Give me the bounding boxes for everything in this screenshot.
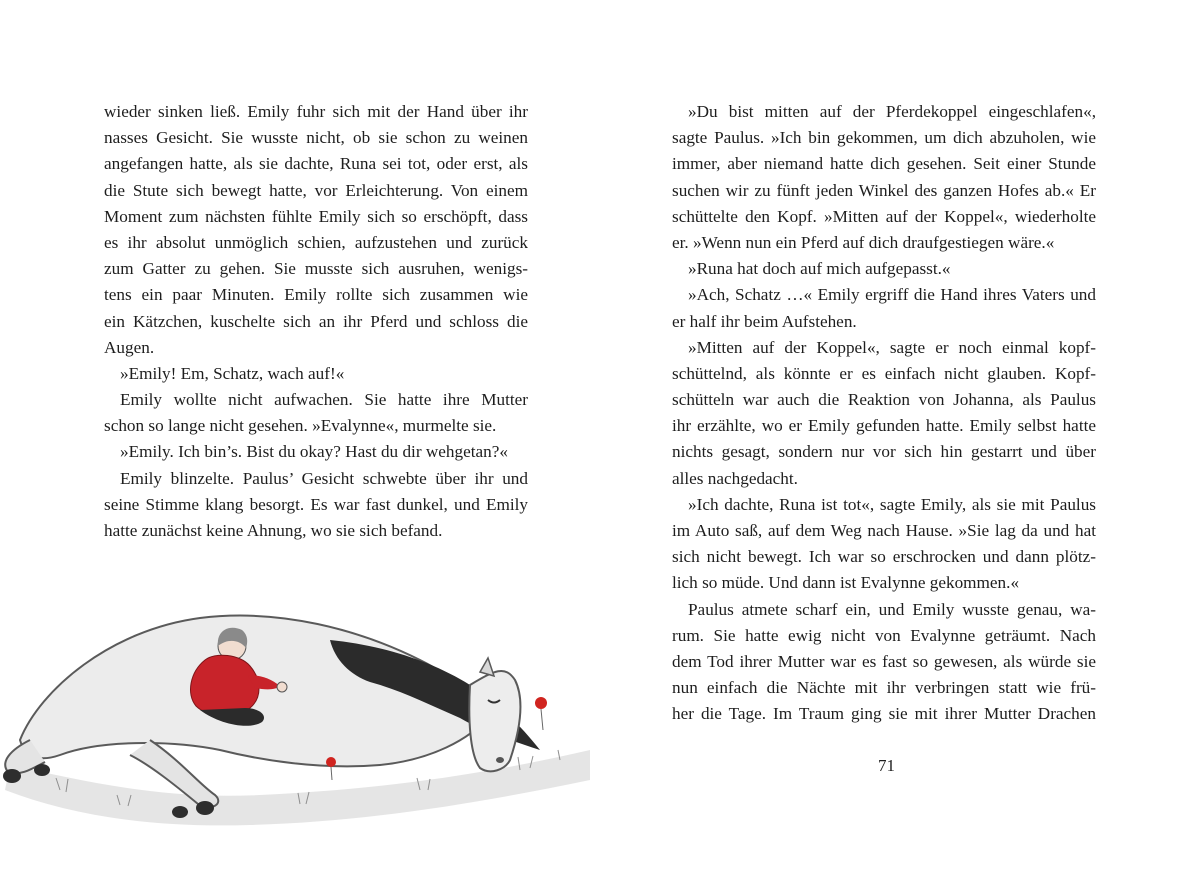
horse-hoof-2 bbox=[34, 764, 50, 776]
text-line: »Ach, Schatz …« Emily ergriff die Hand ihres Vaters und bbox=[688, 285, 1096, 305]
text-line: nasses Gesicht. Sie wusste nicht, ob sie schon zu weinen bbox=[104, 128, 528, 148]
text-line: schütteln war auch die Reaktion von Johanna, als Paulus bbox=[672, 390, 1096, 410]
text-line: schüttelnd, als könnte er es einfach nicht glauben. Kopf- bbox=[672, 363, 1096, 383]
text-line: Paulus atmete scharf ein, und Emily wusste genau, wa- bbox=[688, 599, 1096, 619]
text-line: her die Tage. Im Traum ging sie mit ihrer Mutter Drachen bbox=[672, 704, 1096, 724]
horse-ear bbox=[480, 658, 494, 676]
text-line: Emily wollte nicht aufwachen. Sie hatte ihre Mutter bbox=[120, 390, 528, 410]
text-line: Emily blinzelte. Paulus’ Gesicht schwebte über ihr und bbox=[120, 468, 528, 488]
horse-hoof-1 bbox=[3, 769, 21, 783]
text-line: »Emily. Ich bin’s. Bist du okay? Hast du dir wehgetan?« bbox=[120, 442, 508, 462]
text-line: rum. Sie hatte ewig nicht von Evalynne geträumt. Nach bbox=[672, 625, 1096, 645]
left-page-text bbox=[104, 99, 528, 544]
text-line: tens ein paar Minuten. Emily rollte sich zusammen wie bbox=[104, 285, 528, 305]
text-line: er. »Wenn nun ein Pferd auf dich draufgestiegen wäre.« bbox=[672, 232, 1055, 252]
text-line: Augen. bbox=[104, 337, 155, 357]
text-line: »Ich dachte, Runa ist tot«, sagte Emily, als sie mit Paulus bbox=[688, 494, 1096, 514]
horse-hoof-4 bbox=[172, 806, 188, 818]
text-line: »Emily! Em, Schatz, wach auf!« bbox=[120, 363, 345, 383]
girl-sweater bbox=[190, 655, 259, 715]
text-line: nun einfach die Nächte mit ihr verbringen statt wie frü- bbox=[672, 678, 1096, 698]
text-line: schüttelte den Kopf. »Mitten auf der Koppel«, wiederholte bbox=[672, 206, 1096, 226]
text-line: »Du bist mitten auf der Pferdekoppel eingeschlafen«, bbox=[688, 102, 1096, 121]
text-line: Moment zum nächsten fühlte Emily sich so erschöpft, dass bbox=[104, 206, 528, 226]
text-line: hatte zunächst keine Ahnung, wo sie sich befand. bbox=[104, 521, 443, 540]
text-line: seine Stimme klang besorgt. Es war fast dunkel, und Emily bbox=[104, 494, 528, 514]
text-line: er half ihr beim Aufstehen. bbox=[672, 311, 857, 331]
horse-head bbox=[469, 671, 520, 771]
text-line: lich so müde. Und dann ist Evalynne gekommen.« bbox=[672, 573, 1020, 593]
text-line: ihr erzählte, wo er Emily gefunden hatte. Emily selbst hatte bbox=[672, 416, 1096, 436]
page-number: 71 bbox=[878, 756, 895, 775]
text-line: suchen wir zu fünft jeden Winkel des ganzen Hofes ab.« Er bbox=[672, 180, 1096, 200]
text-line: zum Gatter zu gehen. Sie musste sich ausruhen, wenigs- bbox=[104, 259, 528, 279]
text-line: nichts gesagt, sondern nur vor sich hin gestarrt und über bbox=[672, 442, 1096, 462]
right-page bbox=[600, 0, 1200, 869]
horse-hoof-3 bbox=[196, 801, 214, 815]
text-line: wieder sinken ließ. Emily fuhr sich mit der Hand über ihr bbox=[104, 102, 528, 121]
text-line: es ihr absolut unmöglich schien, aufzustehen und zurück bbox=[104, 232, 528, 252]
girl-hand bbox=[277, 682, 287, 692]
text-line: im Auto saß, auf dem Weg nach Hause. »Sie lag da und hat bbox=[672, 521, 1096, 540]
text-line: schon so lange nicht gesehen. »Evalynne«, murmelte sie. bbox=[104, 416, 497, 436]
text-line: immer, aber niemand hatte dich gesehen. Seit einer Stunde bbox=[672, 154, 1096, 174]
horse-and-girl-illustration bbox=[0, 590, 600, 840]
text-line: angefangen hatte, als sie dachte, Runa sei tot, oder erst, als bbox=[104, 154, 528, 174]
text-line: die Stute sich bewegt hatte, vor Erleichterung. Von einem bbox=[104, 180, 528, 200]
text-line: »Runa hat doch auf mich aufgepasst.« bbox=[688, 259, 951, 279]
horse-nostril bbox=[496, 757, 504, 763]
text-line: dem Tod ihrer Mutter war es fast so gewesen, als würde sie bbox=[672, 651, 1096, 671]
text-line: »Mitten auf der Koppel«, sagte er noch einmal kopf- bbox=[688, 337, 1096, 357]
right-page-text bbox=[672, 99, 1096, 728]
text-line: sich nicht bewegt. Ich war so erschrocken und dann plötz- bbox=[672, 547, 1096, 567]
text-line: sagte Paulus. »Ich bin gekommen, um dich abzuholen, wie bbox=[672, 128, 1096, 148]
text-line: alles nachgedacht. bbox=[672, 468, 798, 488]
text-line: ein Kätzchen, kuschelte sich an ihr Pferd und schloss die bbox=[104, 311, 528, 331]
